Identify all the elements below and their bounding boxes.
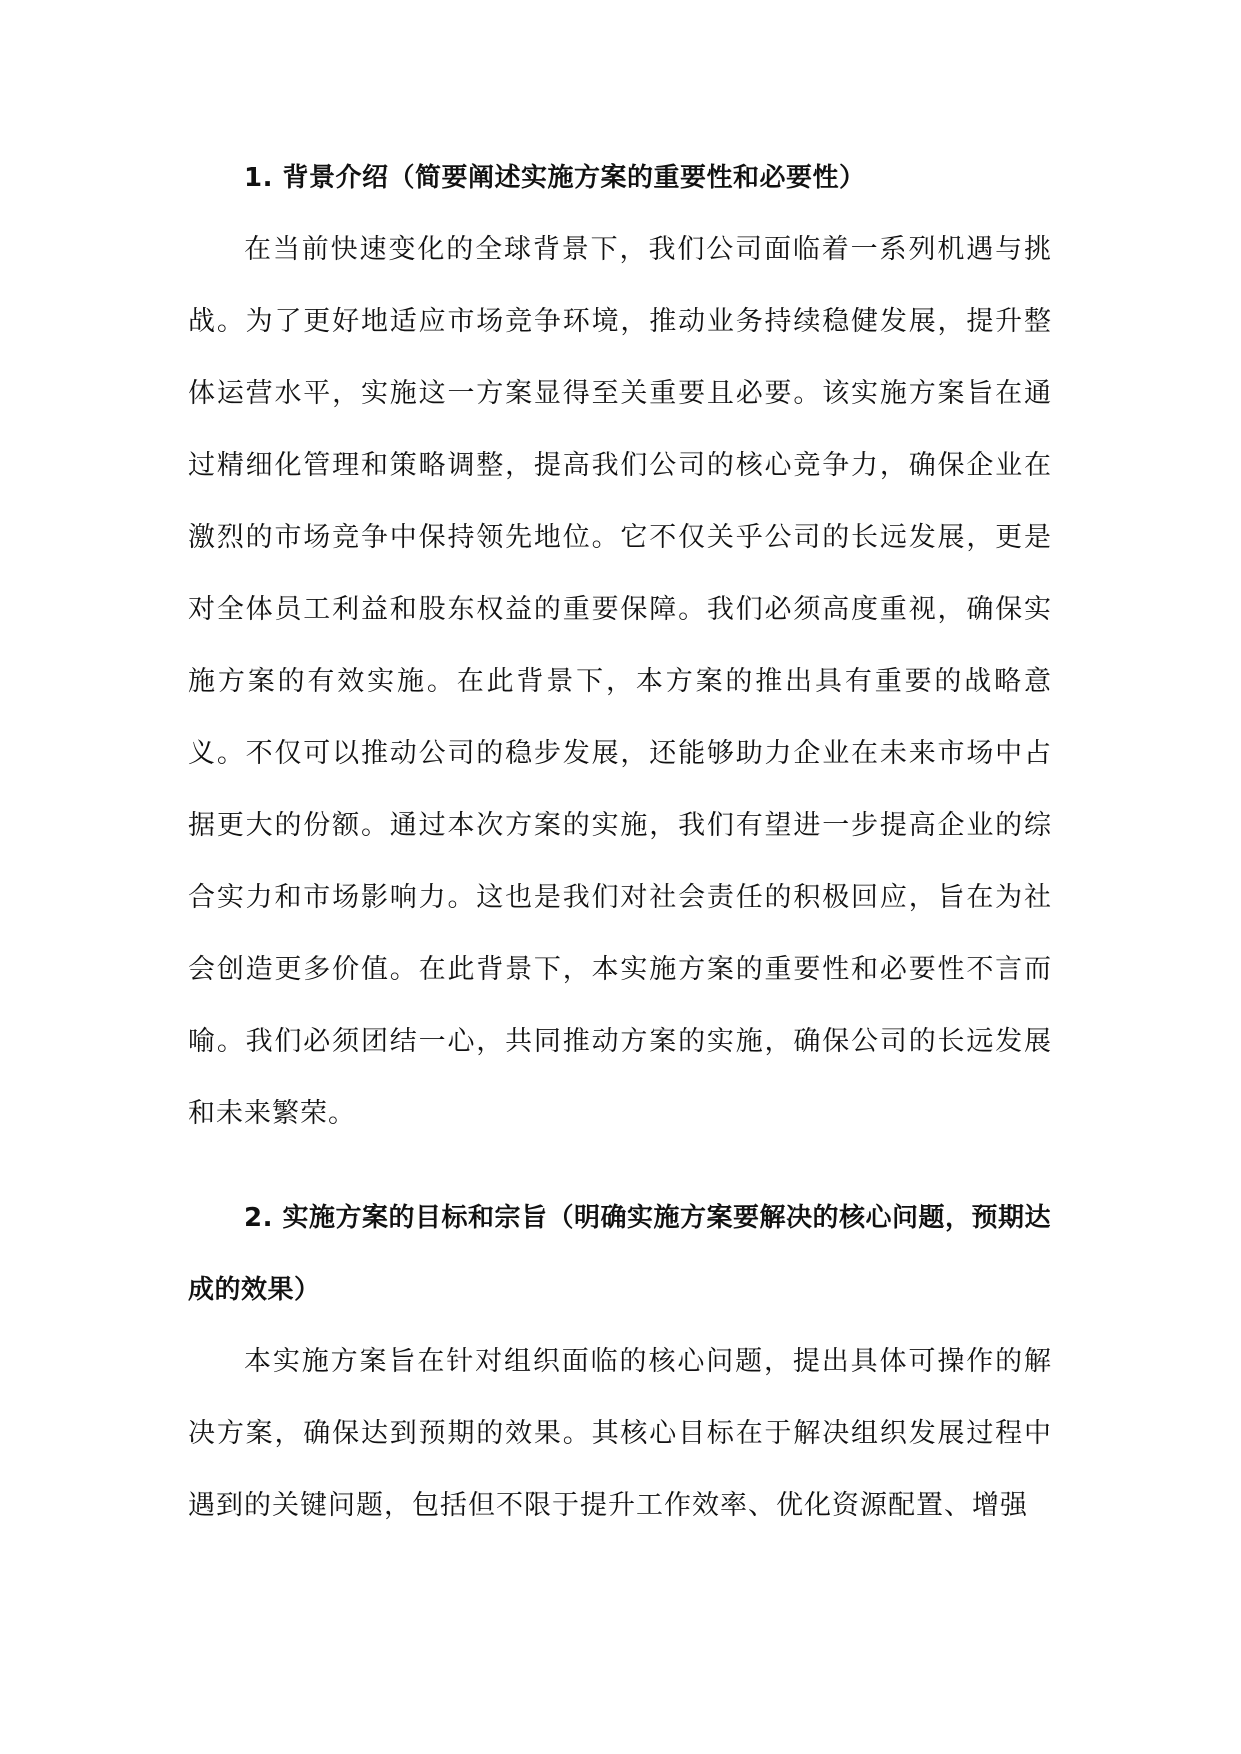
section-1-heading: 1. 背景介绍（简要阐述实施方案的重要性和必要性） bbox=[244, 163, 866, 193]
section-1-paragraph: 在当前快速变化的全球背景下，我们公司面临着一系列机遇与挑战。为了更好地适应市场竞争环境，推动业务持续稳健发展，提升整体运营水平，实施这一方案显得至关重要且必要。该实施方案旨在通过精细化管理和策略调整，提高我们公司的核心竞争力，确保企业在激烈的市场竞争中保持领先地位。它不仅关乎公司的长远发展，更是对全体员工利益和股东权益的重要保障。我们必须高度重视，确保实施方案的有效实施。在此背景下，本方案的推出具有重要的战略意义。不仅可以推动公司的稳步发展，还能够助力企业在未来市场中占据更大的份额。通过本次方案的实施，我们有望进一步提高企业的综合实力和市场影响力。这也是我们对社会责任的积极回应，旨在为社会创造更多价值。在此背景下，本实施方案的重要性和必要性不言而喻。我们必须团结一心，共同推动方案的实施，确保公司的长远发展和未来繁荣。 bbox=[188, 234, 1052, 1129]
section-2-heading: 2. 实施方案的目标和宗旨（明确实施方案要解决的核心问题，预期达成的效果） bbox=[188, 1203, 1052, 1305]
document-page bbox=[188, 142, 1052, 1542]
section-2-paragraph: 本实施方案旨在针对组织面临的核心问题，提出具体可操作的解决方案，确保达到预期的效果。其核心目标在于解决组织发展过程中遇到的关键问题，包括但不限于提升工作效率、优化资源配置、增强 bbox=[188, 1346, 1052, 1521]
